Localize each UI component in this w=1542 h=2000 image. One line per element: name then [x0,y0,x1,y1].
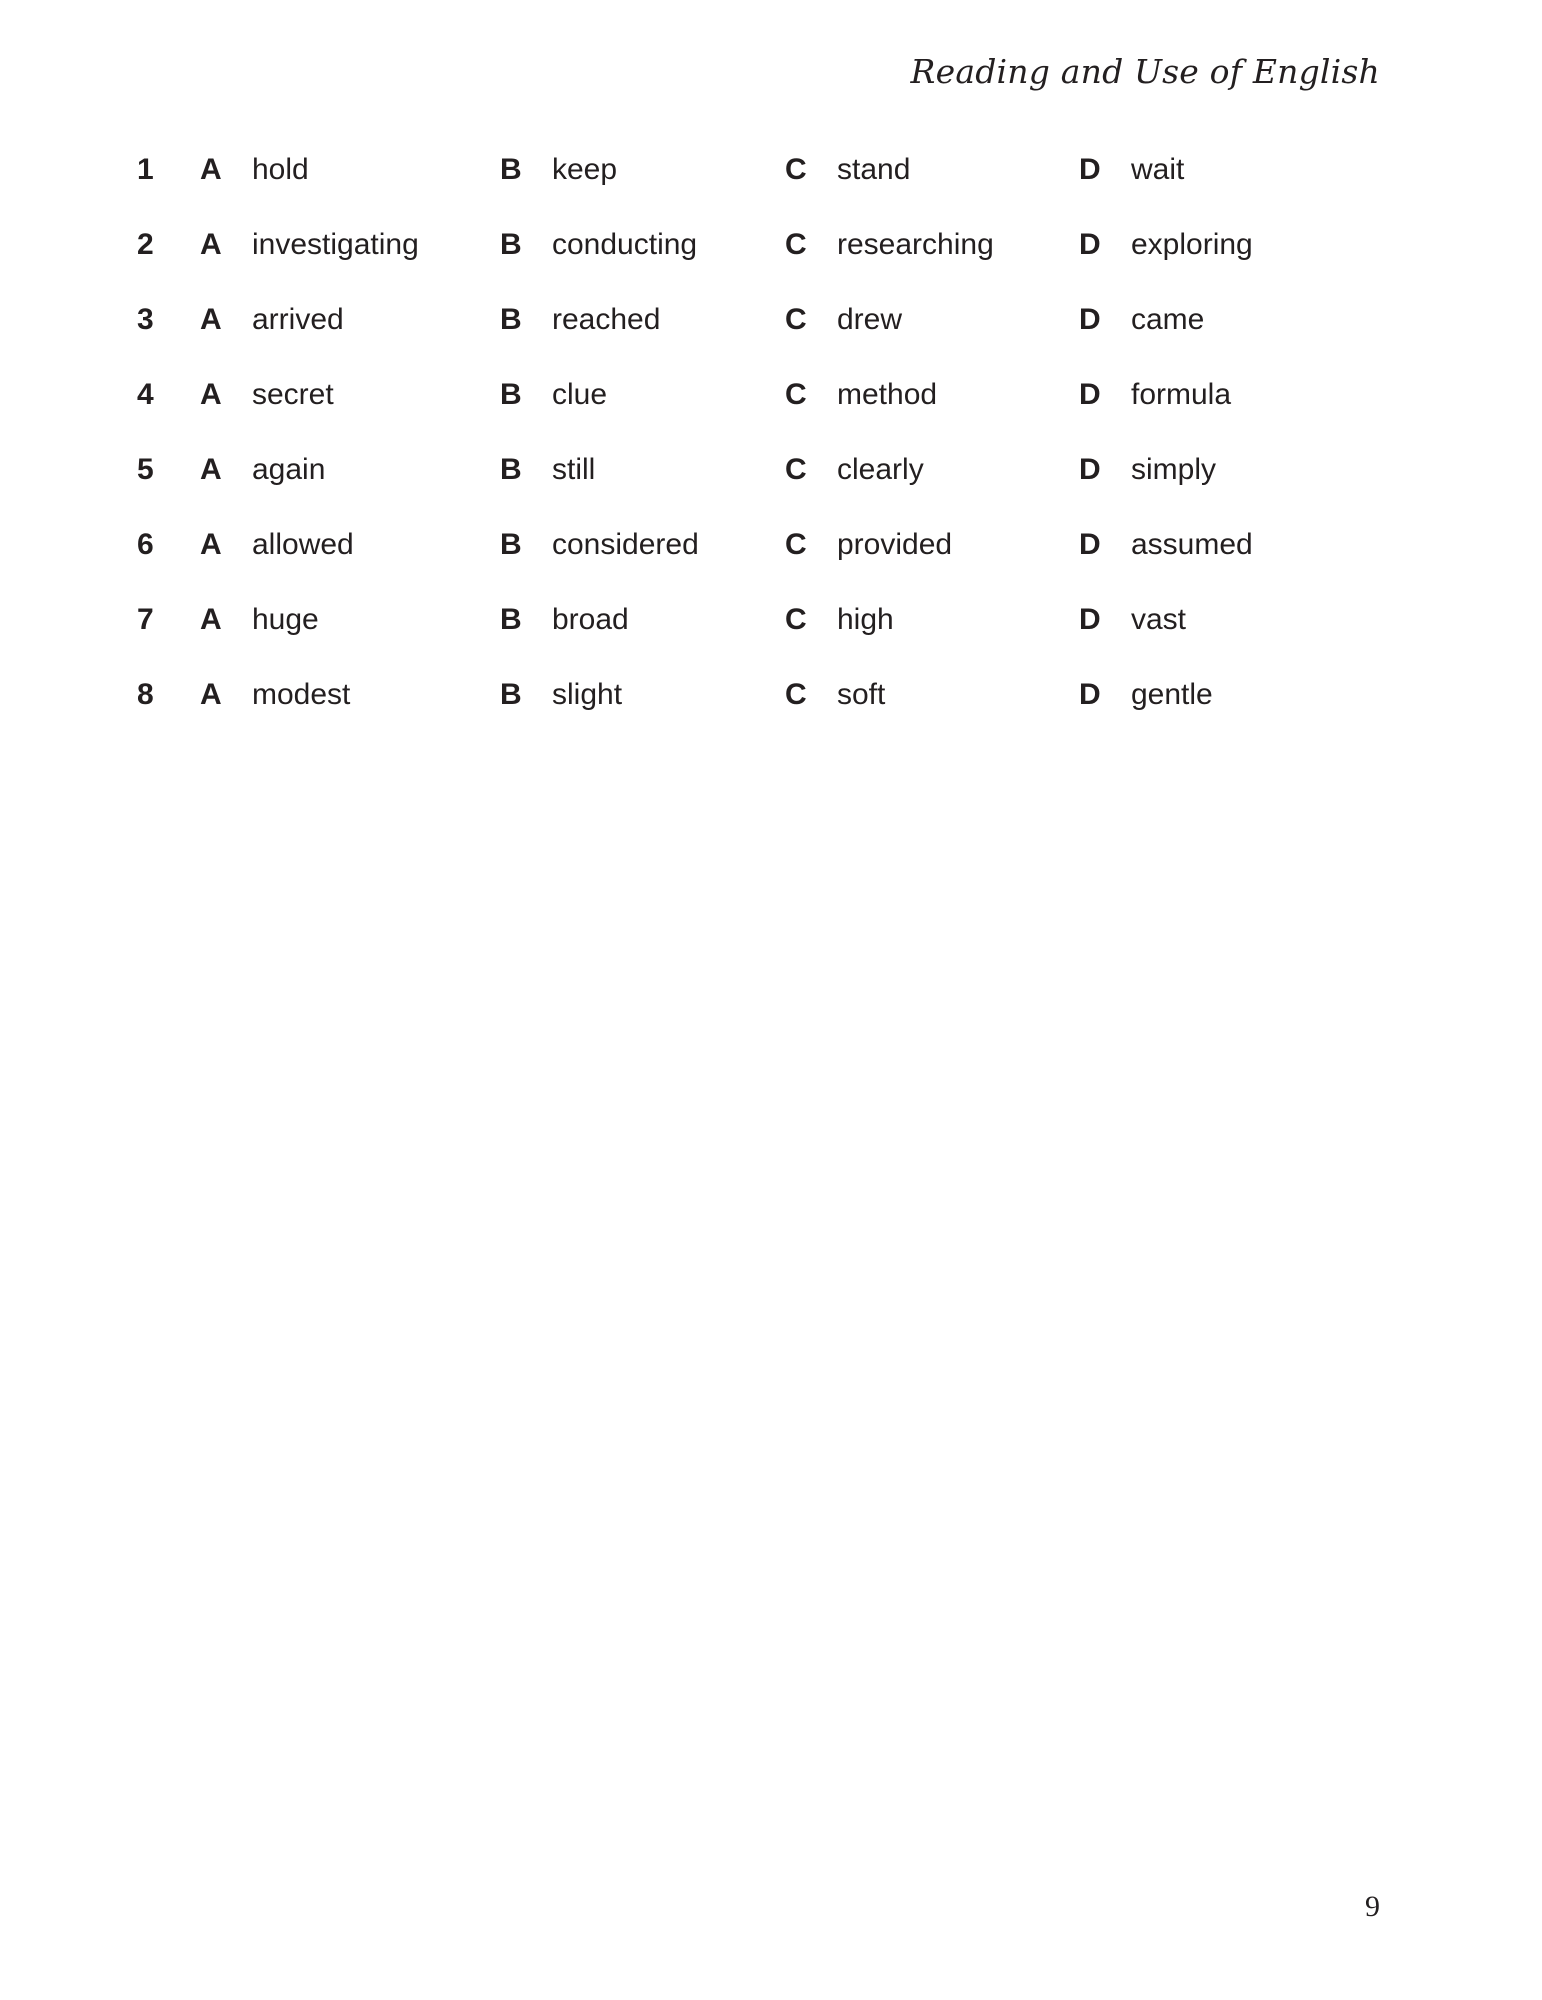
question-number: 5 [137,453,154,486]
option-word: stand [837,153,911,186]
option-letter: D [1079,378,1101,411]
option-word: investigating [252,228,419,261]
option-word: formula [1131,378,1232,411]
option-letter: D [1079,603,1101,636]
question-row-4 [0,377,1542,452]
option-letter: A [200,303,222,336]
option-letter: A [200,603,222,636]
question-number: 2 [137,228,154,261]
option-letter: C [785,378,807,411]
option-letter: D [1079,678,1101,711]
option-letter: B [500,378,522,411]
question-number: 7 [137,603,154,636]
option-letter: C [785,453,807,486]
option-letter: B [500,303,522,336]
option-letter: B [500,453,522,486]
option-word: slight [552,678,623,711]
running-head: Reading and Use of English [910,52,1380,91]
option-letter: C [785,528,807,561]
option-word: secret [252,378,334,411]
option-word: clue [552,378,608,411]
option-letter: A [200,228,222,261]
option-letter: A [200,453,222,486]
option-word: still [552,453,596,486]
option-word: conducting [552,228,698,261]
question-row-5 [0,452,1542,527]
option-word: modest [252,678,351,711]
question-row-2 [0,227,1542,302]
option-word: keep [552,153,618,186]
question-row-1 [0,152,1542,227]
answer-options-list [0,152,1542,752]
option-word: hold [252,153,309,186]
page-number: 9 [1365,1890,1380,1923]
option-word: exploring [1131,228,1253,261]
option-letter: D [1079,453,1101,486]
option-word: came [1131,303,1205,336]
option-letter: C [785,678,807,711]
option-word: researching [837,228,994,261]
question-row-3 [0,302,1542,377]
option-letter: D [1079,153,1101,186]
option-word: arrived [252,303,344,336]
question-number: 8 [137,678,154,711]
option-word: vast [1131,603,1187,636]
option-letter: A [200,678,222,711]
question-number: 6 [137,528,154,561]
option-letter: C [785,303,807,336]
option-word: again [252,453,326,486]
option-word: clearly [837,453,924,486]
option-letter: B [500,228,522,261]
option-letter: A [200,153,222,186]
option-letter: C [785,603,807,636]
option-word: provided [837,528,953,561]
option-word: wait [1131,153,1185,186]
question-row-8 [0,677,1542,752]
option-word: high [837,603,894,636]
option-letter: B [500,153,522,186]
option-letter: D [1079,303,1101,336]
option-word: gentle [1131,678,1213,711]
option-word: huge [252,603,319,636]
option-word: broad [552,603,629,636]
option-word: allowed [252,528,354,561]
question-row-7 [0,602,1542,677]
option-letter: D [1079,228,1101,261]
option-letter: D [1079,528,1101,561]
option-word: soft [837,678,886,711]
option-letter: A [200,378,222,411]
option-letter: C [785,153,807,186]
question-number: 3 [137,303,154,336]
option-word: considered [552,528,699,561]
option-word: method [837,378,938,411]
option-letter: B [500,678,522,711]
option-word: drew [837,303,903,336]
option-letter: B [500,528,522,561]
option-letter: C [785,228,807,261]
option-letter: A [200,528,222,561]
option-letter: B [500,603,522,636]
option-word: reached [552,303,661,336]
question-number: 1 [137,153,154,186]
question-number: 4 [137,378,154,411]
option-word: assumed [1131,528,1253,561]
question-row-6 [0,527,1542,602]
option-word: simply [1131,453,1217,486]
